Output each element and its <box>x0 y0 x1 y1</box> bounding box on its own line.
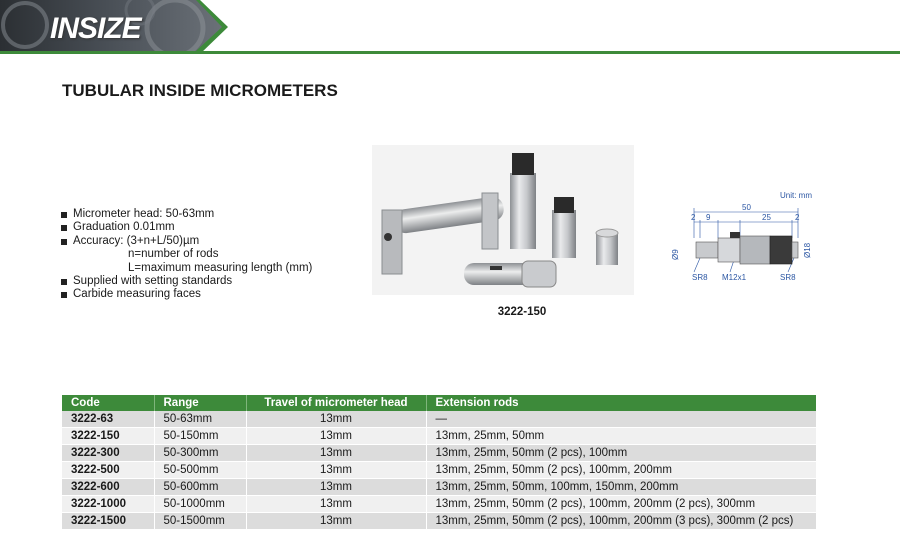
cell-code: 3222-600 <box>62 479 154 496</box>
spec-table <box>62 395 816 530</box>
dia-left: Ø9 <box>671 249 680 260</box>
drawing-unit: Unit: mm <box>780 191 812 200</box>
cell-range: 50-150mm <box>154 428 246 445</box>
label-sr-left: SR8 <box>692 273 708 282</box>
feature-item: Accuracy: (3+n+L/50)µm <box>60 235 312 248</box>
label-sr-right: SR8 <box>780 273 796 282</box>
cell-range: 50-63mm <box>154 411 246 428</box>
cell-rods: 13mm, 25mm, 50mm (2 pcs), 100mm <box>426 445 816 462</box>
photo-caption: 3222-150 <box>497 306 547 318</box>
feature-item: Carbide measuring faces <box>60 288 312 301</box>
cell-range: 50-1500mm <box>154 513 246 530</box>
dimension-drawing <box>670 188 830 288</box>
cell-travel: 13mm <box>246 445 426 462</box>
cell-rods: 13mm, 25mm, 50mm, 100mm, 150mm, 200mm <box>426 479 816 496</box>
cell-range: 50-1000mm <box>154 496 246 513</box>
brand-logo <box>50 12 141 46</box>
cell-code: 3222-1000 <box>62 496 154 513</box>
dim-total: 50 <box>742 203 751 212</box>
cell-range: 50-300mm <box>154 445 246 462</box>
dim-left: 2 <box>691 213 696 222</box>
feature-item: Micrometer head: 50-63mm <box>60 208 312 221</box>
feature-list <box>60 208 312 302</box>
dim-a: 9 <box>706 213 711 222</box>
dim-right: 2 <box>795 213 800 222</box>
cell-code: 3222-150 <box>62 428 154 445</box>
dia-right: Ø18 <box>803 242 812 258</box>
col-header-range: Range <box>154 395 246 411</box>
col-header-rods: Extension rods <box>426 395 816 411</box>
cell-rods: — <box>426 411 816 428</box>
brand-logo-text: INSIZE <box>50 12 141 45</box>
label-thread: M12x1 <box>722 273 747 282</box>
feature-subitem: L=maximum measuring length (mm) <box>128 261 313 274</box>
cell-rods: 13mm, 25mm, 50mm (2 pcs), 100mm, 200mm (3 pcs), 300mm (2 pcs) <box>426 513 816 530</box>
cell-code: 3222-1500 <box>62 513 154 530</box>
cell-code: 3222-300 <box>62 445 154 462</box>
feature-subitem: n=number of rods <box>128 248 219 261</box>
cell-travel: 13mm <box>246 462 426 479</box>
feature-item: Supplied with setting standards <box>60 275 312 288</box>
cell-range: 50-500mm <box>154 462 246 479</box>
cell-travel: 13mm <box>246 496 426 513</box>
table-row <box>62 445 816 462</box>
cell-rods: 13mm, 25mm, 50mm (2 pcs), 100mm, 200mm (2 pcs), 300mm <box>426 496 816 513</box>
table-row <box>62 513 816 530</box>
table-row <box>62 411 816 428</box>
page-title: TUBULAR INSIDE MICROMETERS <box>62 81 338 100</box>
table-row <box>62 428 816 445</box>
cell-travel: 13mm <box>246 513 426 530</box>
cell-travel: 13mm <box>246 428 426 445</box>
cell-range: 50-600mm <box>154 479 246 496</box>
cell-travel: 13mm <box>246 411 426 428</box>
col-header-travel: Travel of micrometer head <box>246 395 426 411</box>
cell-rods: 13mm, 25mm, 50mm (2 pcs), 100mm, 200mm <box>426 462 816 479</box>
table-row <box>62 479 816 496</box>
table-row <box>62 496 816 513</box>
dim-b: 25 <box>762 213 771 222</box>
table-row <box>62 462 816 479</box>
header-divider <box>0 51 900 54</box>
cell-code: 3222-63 <box>62 411 154 428</box>
product-photo <box>372 145 634 295</box>
table-header-row <box>62 395 816 411</box>
cell-travel: 13mm <box>246 479 426 496</box>
feature-item: Graduation 0.01mm <box>60 221 312 234</box>
col-header-code: Code <box>62 395 154 411</box>
cell-rods: 13mm, 25mm, 50mm <box>426 428 816 445</box>
header-bar <box>0 0 900 54</box>
cell-code: 3222-500 <box>62 462 154 479</box>
